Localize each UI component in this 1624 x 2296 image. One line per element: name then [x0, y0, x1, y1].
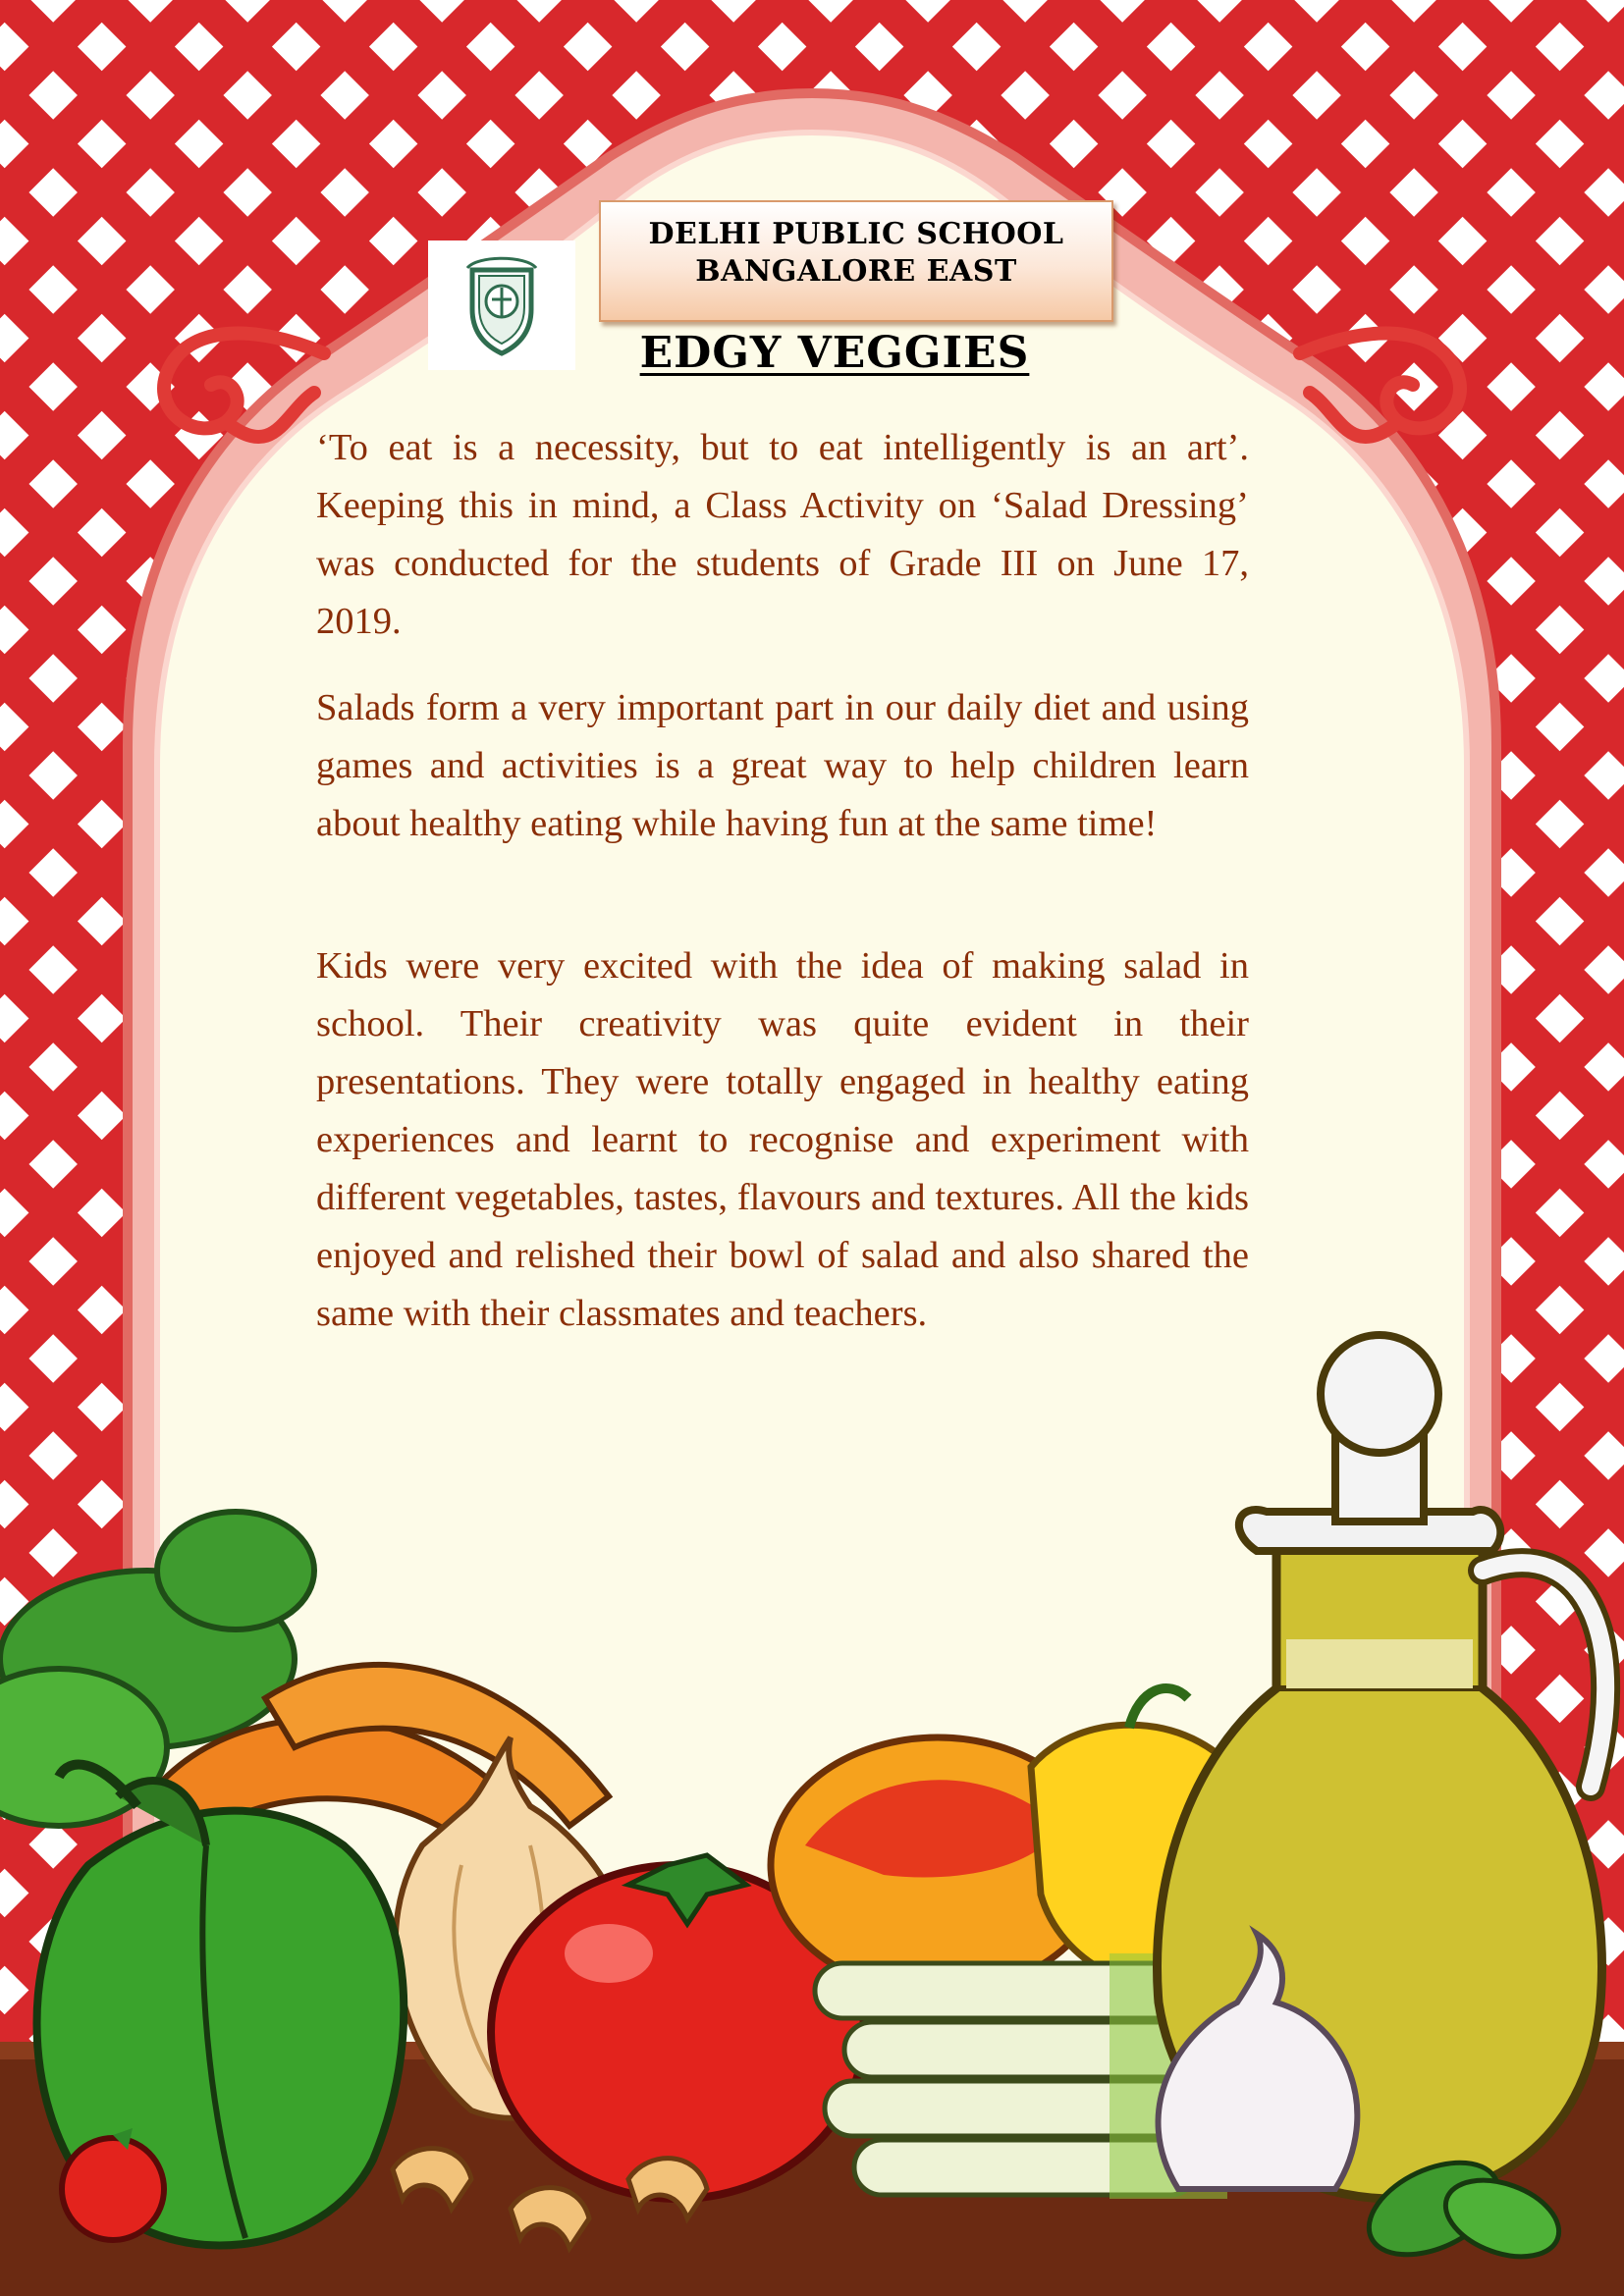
paragraph-1: ‘To eat is a necessity, but to eat intelligently is an art’. Keeping this in mind, a Class Activity on ‘Salad Dressing’ was conducted for the students of Grade III on June 17, 2019. — [316, 427, 1249, 642]
school-name-line2: BANGALORE EAST — [695, 254, 1017, 289]
page-title: EDGY VEGGIES — [639, 328, 1030, 378]
paragraph-2: Salads form a very important part in our daily diet and using games and activities is a great way to help children learn about healthy eating while having fun at the same time! — [316, 687, 1249, 844]
school-name-banner — [599, 200, 1113, 322]
paragraph-3: Kids were very excited with the idea of making salad in school. Their creativity was quite evident in their presentations. They were totally engaged in healthy eating experiences and learnt to recognise and experiment with different vegetables, tastes, flavours and textures. All the kids enjoyed and relished their bowl of salad and also shared the same with their classmates and teachers. — [316, 945, 1249, 1334]
school-name-line1: DELHI PUBLIC SCHOOL — [648, 217, 1064, 251]
school-crest-icon — [428, 240, 575, 370]
school-logo — [428, 240, 575, 370]
